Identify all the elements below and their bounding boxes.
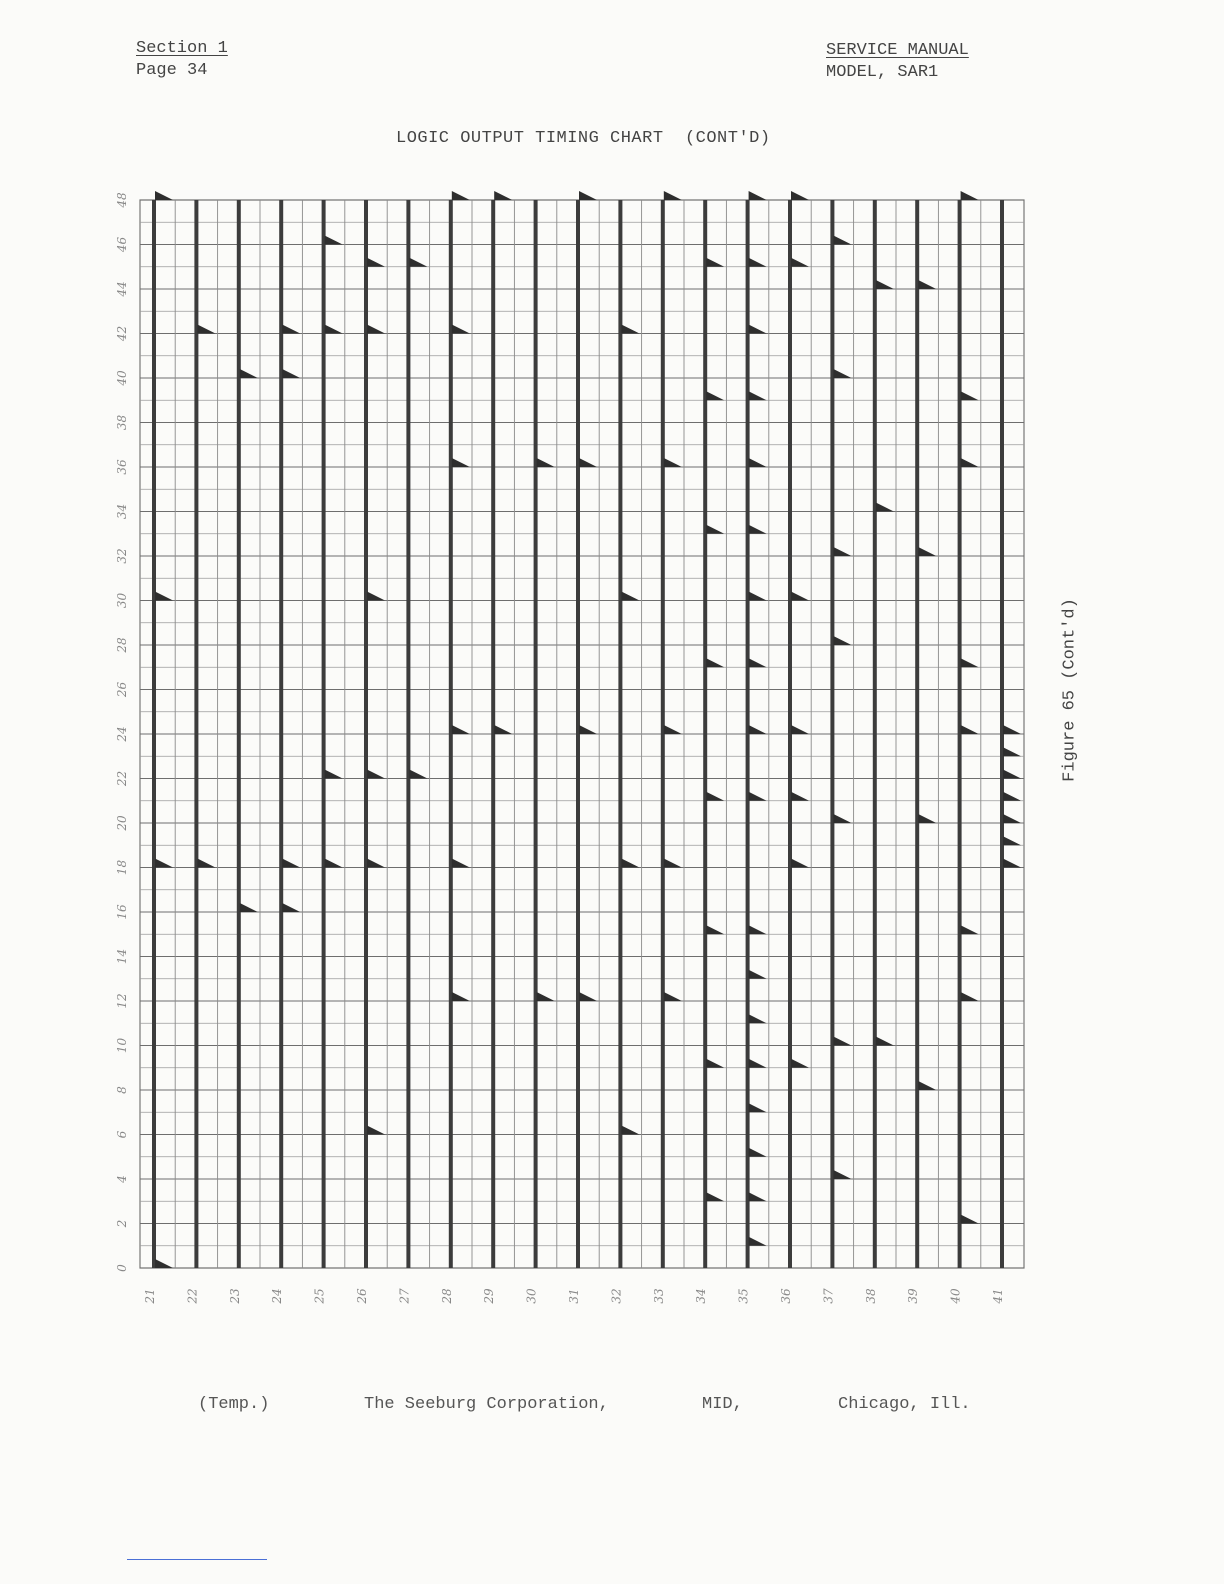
timing-mark (706, 391, 724, 400)
timing-mark (579, 191, 597, 200)
y-tick-label: 38 (115, 414, 129, 431)
timing-mark (367, 1126, 385, 1135)
timing-mark (325, 770, 343, 779)
timing-mark (961, 458, 979, 467)
channel-35 (748, 191, 767, 1268)
timing-mark (537, 992, 555, 1001)
timing-mark (579, 725, 597, 734)
timing-mark (918, 280, 936, 289)
y-tick-label: 32 (115, 548, 129, 564)
x-tick-label: 23 (227, 1288, 242, 1304)
timing-mark (621, 1126, 639, 1135)
timing-mark (664, 458, 682, 467)
timing-mark (833, 1170, 851, 1179)
y-tick-label: 42 (115, 325, 129, 342)
x-tick-label: 41 (991, 1288, 1005, 1304)
timing-mark (749, 1237, 767, 1246)
timing-mark (918, 547, 936, 556)
x-tick-label: 25 (312, 1288, 327, 1304)
y-tick-label: 8 (115, 1086, 129, 1094)
timing-mark (749, 1014, 767, 1023)
footer-mid: MID, (702, 1395, 743, 1414)
timing-mark (706, 792, 724, 801)
channel-40 (960, 191, 979, 1268)
x-tick-label: 24 (270, 1288, 285, 1304)
timing-mark (961, 925, 979, 934)
timing-mark (621, 325, 639, 334)
y-tick-label: 4 (115, 1175, 129, 1183)
timing-mark (961, 658, 979, 667)
manual-label: SERVICE MANUAL (826, 41, 969, 60)
timing-mark (833, 547, 851, 556)
x-tick-label: 29 (482, 1288, 497, 1304)
timing-mark (833, 236, 851, 245)
y-tick-label: 20 (115, 815, 129, 831)
timing-mark (452, 458, 470, 467)
y-tick-labels (115, 192, 129, 1272)
timing-mark (833, 369, 851, 378)
y-tick-label: 26 (115, 681, 129, 698)
timing-mark (749, 1192, 767, 1201)
timing-mark (876, 280, 894, 289)
timing-mark (1003, 836, 1021, 845)
timing-mark (664, 725, 682, 734)
timing-mark (961, 1215, 979, 1224)
timing-mark (791, 859, 809, 868)
x-tick-label: 36 (779, 1288, 793, 1304)
timing-mark (621, 592, 639, 601)
timing-mark (791, 258, 809, 267)
timing-mark (749, 1103, 767, 1112)
timing-mark (791, 792, 809, 801)
x-tick-label: 35 (736, 1288, 751, 1304)
x-tick-label: 27 (397, 1288, 412, 1304)
x-tick-label: 34 (694, 1288, 709, 1304)
timing-mark (749, 725, 767, 734)
x-tick-label: 40 (948, 1288, 963, 1304)
timing-mark (409, 770, 427, 779)
timing-mark (155, 859, 173, 868)
channel-36 (790, 191, 809, 1268)
timing-mark (749, 970, 767, 979)
page-number: Page 34 (136, 61, 208, 80)
y-tick-label: 24 (115, 726, 129, 742)
y-tick-label: 18 (115, 859, 129, 876)
timing-mark (367, 859, 385, 868)
y-tick-label: 40 (115, 370, 129, 386)
timing-mark (749, 258, 767, 267)
timing-mark (749, 1148, 767, 1157)
timing-mark (876, 503, 894, 512)
timing-mark (325, 325, 343, 334)
x-tick-label: 26 (355, 1288, 369, 1304)
timing-mark (155, 191, 173, 200)
timing-mark (1003, 747, 1021, 756)
timing-mark (452, 725, 470, 734)
timing-mark (706, 1059, 724, 1068)
timing-mark (367, 770, 385, 779)
timing-mark (452, 859, 470, 868)
timing-mark (1003, 814, 1021, 823)
timing-mark (961, 191, 979, 200)
timing-mark (240, 369, 258, 378)
y-tick-label: 10 (115, 1037, 129, 1054)
timing-mark (197, 325, 215, 334)
channel-33 (663, 191, 682, 1268)
timing-mark (749, 1059, 767, 1068)
timing-mark (1003, 859, 1021, 868)
y-tick-label: 22 (115, 770, 129, 787)
timing-mark (282, 325, 300, 334)
timing-mark (197, 859, 215, 868)
timing-mark (749, 325, 767, 334)
timing-mark (579, 458, 597, 467)
y-tick-label: 36 (115, 459, 129, 475)
timing-mark (749, 458, 767, 467)
x-tick-label: 28 (439, 1288, 454, 1304)
timing-mark (706, 258, 724, 267)
y-tick-label: 16 (115, 904, 129, 920)
timing-mark (282, 859, 300, 868)
timing-mark (706, 1192, 724, 1201)
timing-mark (833, 814, 851, 823)
timing-mark (325, 859, 343, 868)
y-tick-label: 46 (115, 236, 129, 253)
timing-mark (706, 925, 724, 934)
timing-mark (409, 258, 427, 267)
x-tick-label: 37 (821, 1288, 836, 1304)
timing-mark (325, 236, 343, 245)
y-tick-label: 48 (115, 192, 129, 208)
timing-mark (833, 1037, 851, 1046)
timing-mark (749, 525, 767, 534)
x-tick-label: 33 (651, 1288, 666, 1304)
footer-company: The Seeburg Corporation, (364, 1395, 609, 1414)
timing-mark (876, 1037, 894, 1046)
channel-29 (493, 191, 512, 1268)
footer-city: Chicago, Ill. (838, 1395, 971, 1414)
y-tick-label: 2 (115, 1219, 129, 1228)
timing-mark (1003, 770, 1021, 779)
timing-mark (367, 258, 385, 267)
timing-mark (791, 191, 809, 200)
channel-28 (451, 191, 470, 1268)
bottom-rule (127, 1559, 267, 1560)
timing-mark (155, 1259, 173, 1268)
timing-mark (791, 592, 809, 601)
timing-mark (961, 391, 979, 400)
timing-mark (918, 1081, 936, 1090)
timing-mark (367, 592, 385, 601)
channel-21 (154, 191, 173, 1268)
timing-mark (282, 369, 300, 378)
section-label: Section 1 (136, 39, 228, 58)
timing-mark (621, 859, 639, 868)
timing-mark (579, 992, 597, 1001)
timing-mark (367, 325, 385, 334)
timing-mark (706, 658, 724, 667)
y-tick-label: 44 (115, 281, 129, 297)
timing-mark (1003, 725, 1021, 734)
chart-channels (154, 191, 1021, 1268)
x-tick-label: 21 (143, 1288, 157, 1304)
y-tick-label: 0 (115, 1264, 129, 1272)
y-tick-label: 12 (115, 993, 129, 1009)
timing-mark (791, 725, 809, 734)
timing-mark (706, 525, 724, 534)
timing-mark (664, 191, 682, 200)
timing-mark (664, 859, 682, 868)
x-tick-label: 39 (906, 1288, 921, 1304)
timing-mark (282, 903, 300, 912)
timing-mark (494, 191, 512, 200)
timing-mark (749, 658, 767, 667)
y-tick-label: 34 (115, 503, 129, 520)
timing-mark (918, 814, 936, 823)
model-label: MODEL, SAR1 (826, 63, 939, 82)
timing-mark (1003, 792, 1021, 801)
y-tick-label: 6 (115, 1130, 129, 1139)
x-tick-label: 31 (567, 1288, 581, 1304)
figure-label: Figure 65 (Cont'd) (1060, 598, 1080, 782)
y-tick-label: 30 (115, 592, 129, 609)
y-tick-label: 28 (115, 637, 129, 653)
footer-temp: (Temp.) (198, 1395, 270, 1414)
x-tick-label: 32 (609, 1288, 624, 1304)
timing-mark (664, 992, 682, 1001)
timing-mark (452, 325, 470, 334)
timing-mark (961, 725, 979, 734)
page-title: LOGIC OUTPUT TIMING CHART (CONT'D) (396, 129, 771, 148)
timing-mark (833, 636, 851, 645)
timing-mark (537, 458, 555, 467)
timing-mark (155, 592, 173, 601)
timing-mark (240, 903, 258, 912)
timing-mark (749, 925, 767, 934)
timing-mark (749, 592, 767, 601)
x-tick-label: 30 (524, 1288, 539, 1304)
timing-mark (749, 391, 767, 400)
timing-mark (452, 992, 470, 1001)
channel-41 (1002, 200, 1021, 1268)
x-tick-label: 22 (185, 1288, 200, 1304)
x-tick-label: 38 (863, 1288, 878, 1304)
x-tick-labels (143, 1288, 1005, 1305)
timing-mark (494, 725, 512, 734)
timing-mark (452, 191, 470, 200)
timing-mark (749, 792, 767, 801)
y-tick-label: 14 (115, 948, 129, 965)
timing-mark (749, 191, 767, 200)
timing-mark (961, 992, 979, 1001)
channel-31 (578, 191, 597, 1268)
timing-mark (791, 1059, 809, 1068)
